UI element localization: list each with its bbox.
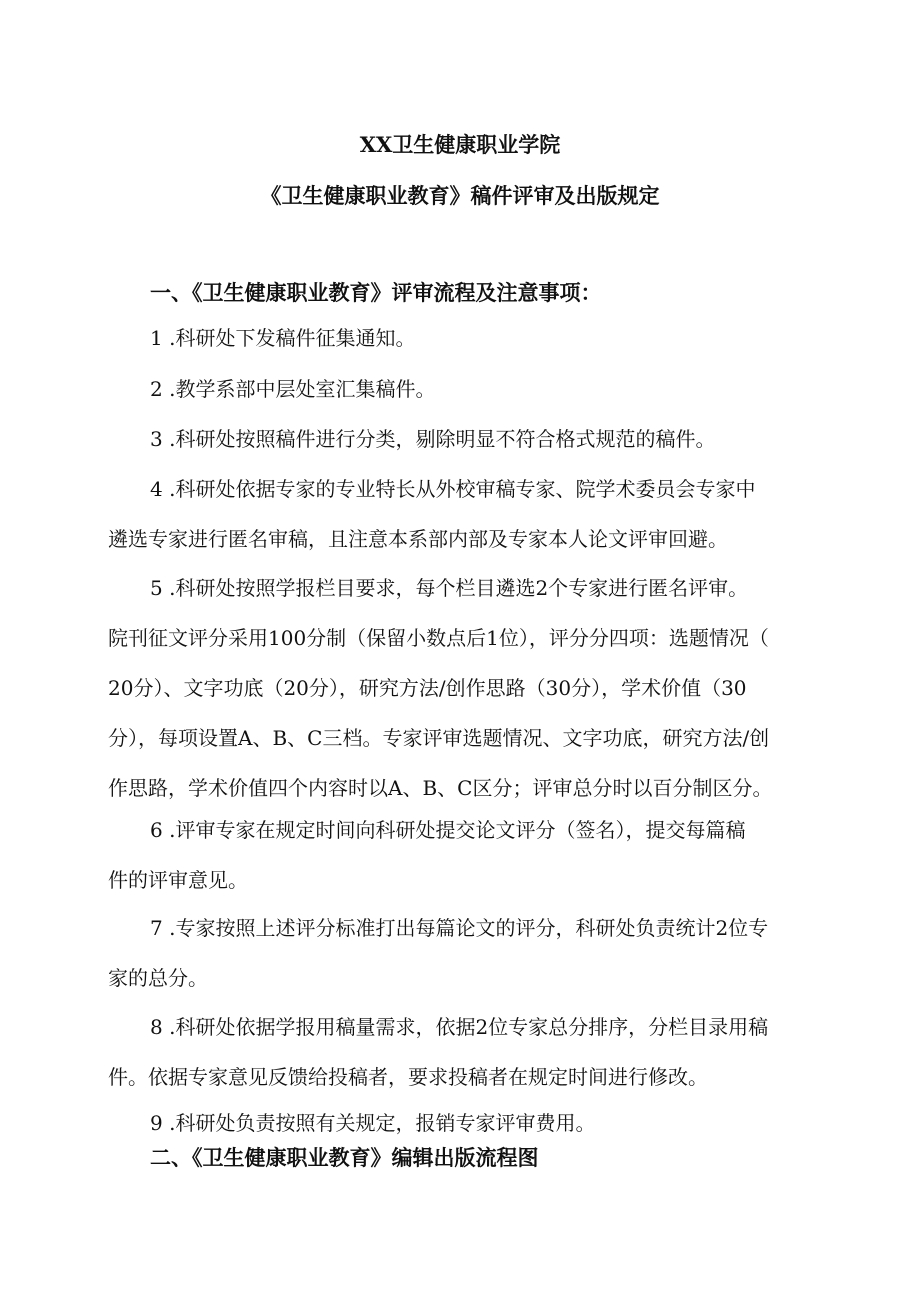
document-title-line1: XX卫生健康职业学院 — [359, 132, 561, 157]
item-2 — [108, 364, 820, 414]
item-8-line-1: 8 .科研处依据学报用稿量需求，依据2位专家总分排序，分栏目录用稿 — [150, 1015, 769, 1039]
item-2-line-1: 2 .教学系部中层处室汇集稿件。 — [150, 377, 436, 401]
item-3 — [108, 414, 820, 464]
item-1-line-1: 1 .科研处下发稿件征集通知。 — [150, 326, 416, 350]
item-5 — [108, 563, 820, 813]
item-1 — [108, 313, 820, 363]
item-5-line-2: 院刊征文评分采用100分制（保留小数点后1位），评分分四项：选题情况（ — [108, 626, 769, 650]
item-3-line-1: 3 .科研处按照稿件进行分类，剔除明显不符合格式规范的稿件。 — [150, 427, 716, 451]
item-6-line-1: 6 .评审专家在规定时间向科研处提交论文评分（签名），提交每篇稿 — [150, 818, 746, 842]
item-8-line-2: 件。依据专家意见反馈给投稿者，要求投稿者在规定时间进行修改。 — [108, 1065, 708, 1089]
item-5-line-4: 分），每项设置A、B、C三档。专家评审选题情况、文字功底，研究方法/创 — [108, 726, 770, 750]
document-title-line2: 《卫生健康职业教育》稿件评审及出版规定 — [260, 183, 660, 208]
item-5-line-3: 20分）、文字功底（20分），研究方法/创作思路（30分），学术价值（30 — [108, 676, 747, 700]
item-5-line-1: 5 .科研处按照学报栏目要求，每个栏目遴选2个专家进行匿名评审。 — [150, 576, 749, 600]
item-5-line-5: 作思路，学术价值四个内容时以A、B、C区分；评审总分时以百分制区分。 — [108, 776, 773, 800]
item-4 — [108, 464, 820, 564]
section2-heading: 二、《卫生健康职业教育》编辑出版流程图 — [150, 1145, 539, 1170]
item-9-line-1: 9 .科研处负责按照有关规定，报销专家评审费用。 — [150, 1111, 596, 1135]
item-6 — [108, 805, 820, 905]
item-7-line-1: 7 .专家按照上述评分标准打出每篇论文的评分，科研处负责统计2位专 — [150, 916, 769, 940]
item-8 — [108, 1002, 820, 1102]
item-6-line-2: 件的评审意见。 — [108, 868, 248, 892]
section1-heading: 一、《卫生健康职业教育》评审流程及注意事项： — [150, 280, 602, 305]
item-4-line-2: 遴选专家进行匿名审稿，且注意本系部内部及专家本人论文评审回避。 — [108, 527, 728, 551]
item-7-line-2: 家的总分。 — [108, 966, 208, 990]
item-7 — [108, 903, 820, 1003]
item-4-line-1: 4 .科研处依据专家的专业特长从外校审稿专家、院学术委员会专家中 — [150, 477, 756, 501]
